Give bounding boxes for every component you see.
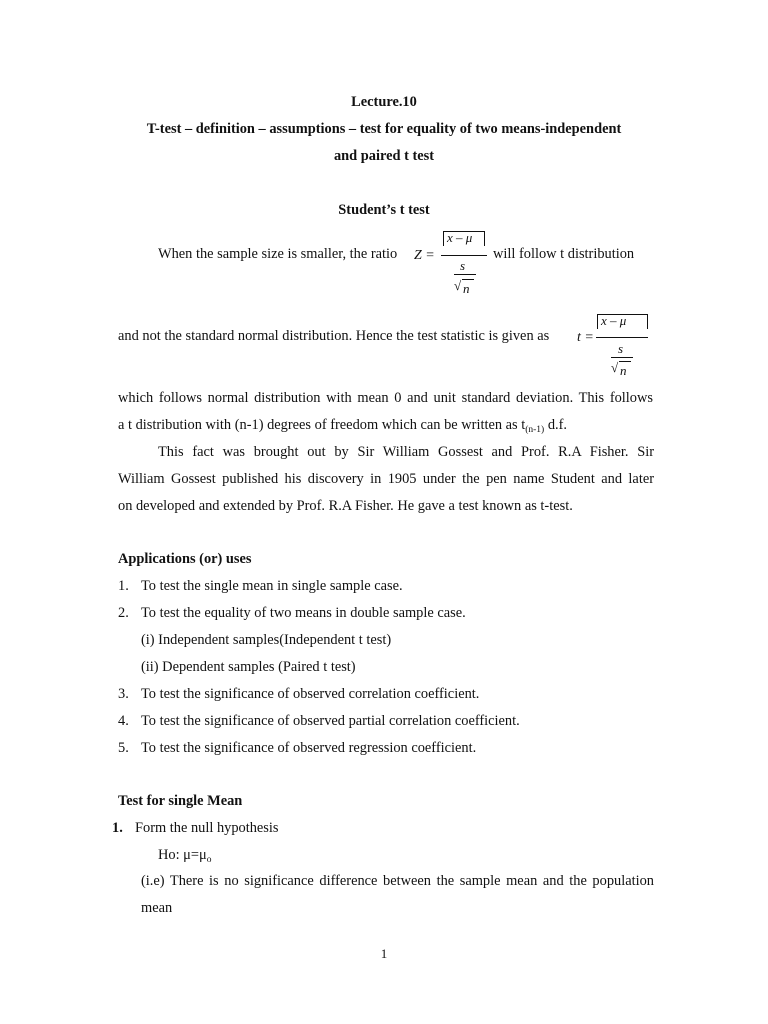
page-title-line1: T-test – definition – assumptions – test for equality of two means-independent — [146, 121, 622, 137]
page-title-line2: and paired t test — [333, 148, 435, 164]
fraction-bar — [441, 255, 487, 256]
list-text: To test the single mean in single sample case. — [141, 578, 403, 594]
formula-n: n — [463, 281, 470, 296]
list-text: To test the significance of observed regression coefficient. — [141, 740, 477, 756]
formula-t-lhs: t = — [577, 330, 594, 345]
null-hypothesis — [158, 847, 211, 865]
sub-list-item: (i) Independent samples(Independent t test) — [141, 632, 392, 648]
paragraph-line: mean — [141, 900, 173, 916]
sqrt-overline — [619, 361, 631, 362]
step-item — [112, 820, 279, 837]
section-heading-applications: Applications (or) uses — [118, 551, 252, 567]
paragraph-line: This fact was brought out by Sir William Gossest and Prof. R.A Fisher. Sir — [158, 444, 654, 460]
fraction-bar — [596, 337, 648, 338]
list-text: To test the equality of two means in double sample case. — [141, 605, 466, 621]
ratio-sentence-start: When the sample size is smaller, the ratio — [158, 246, 398, 262]
test-statistic-sentence: and not the standard normal distribution. Hence the test statistic is given as — [118, 328, 550, 344]
list-text: To test the significance of observed correlation coefficient. — [141, 686, 480, 702]
formula-numerator — [443, 230, 484, 246]
list-item — [118, 713, 520, 730]
formula-n: n — [620, 363, 627, 378]
list-number: 4. — [118, 713, 129, 729]
paragraph-line: (i.e) There is no significance difference between the sample mean and the population — [141, 873, 654, 889]
formula-s: s — [618, 341, 624, 356]
degrees-text: a t distribution with (n-1) degrees of freedom which can be written as t — [118, 417, 526, 433]
sub-list-item: (ii) Dependent samples (Paired t test) — [141, 659, 356, 675]
x-bar-symbol: x — [601, 313, 607, 328]
degrees-of-freedom-line — [118, 417, 567, 435]
list-number: 5. — [118, 740, 129, 756]
ratio-sentence-end: will follow t distribution — [493, 246, 635, 262]
list-number: 3. — [118, 686, 129, 702]
step-text: Form the null hypothesis — [135, 820, 279, 836]
formula-z-lhs: Z = — [414, 248, 435, 263]
minus-mu: – μ — [610, 313, 627, 328]
list-item — [118, 578, 403, 595]
df-text: d.f. — [544, 417, 567, 433]
step-number: 1. — [112, 820, 123, 836]
list-number: 2. — [118, 605, 129, 621]
sqrt-overline — [462, 279, 474, 280]
minus-mu: – μ — [456, 230, 473, 245]
hypothesis-text: Ho: μ=μ — [158, 847, 207, 863]
inner-fraction-bar — [454, 274, 476, 275]
list-number: 1. — [118, 578, 129, 594]
sqrt-symbol: √ — [454, 278, 462, 293]
paragraph-line: on developed and extended by Prof. R.A Fisher. He gave a test known as t-test. — [118, 498, 573, 514]
list-item — [118, 740, 476, 757]
section-heading-students-t: Student’s t test — [338, 202, 430, 218]
formula-s: s — [460, 258, 466, 273]
degrees-subscript: (n-1) — [525, 425, 545, 435]
hypothesis-subscript: o — [206, 855, 212, 865]
x-bar-symbol: x — [447, 230, 453, 245]
page-number: 1 — [380, 946, 388, 961]
paragraph-line: which follows normal distribution with mean 0 and unit standard deviation. This follows — [118, 390, 653, 406]
sqrt-symbol: √ — [611, 360, 619, 375]
list-item — [118, 605, 466, 622]
list-item — [118, 686, 479, 703]
paragraph-line: William Gossest published his discovery in 1905 under the pen name Student and later — [118, 471, 654, 487]
formula-numerator — [597, 313, 647, 329]
section-heading-single-mean: Test for single Mean — [118, 793, 243, 809]
list-text: To test the significance of observed partial correlation coefficient. — [141, 713, 520, 729]
lecture-number: Lecture.10 — [351, 94, 417, 110]
inner-fraction-bar — [611, 357, 633, 358]
